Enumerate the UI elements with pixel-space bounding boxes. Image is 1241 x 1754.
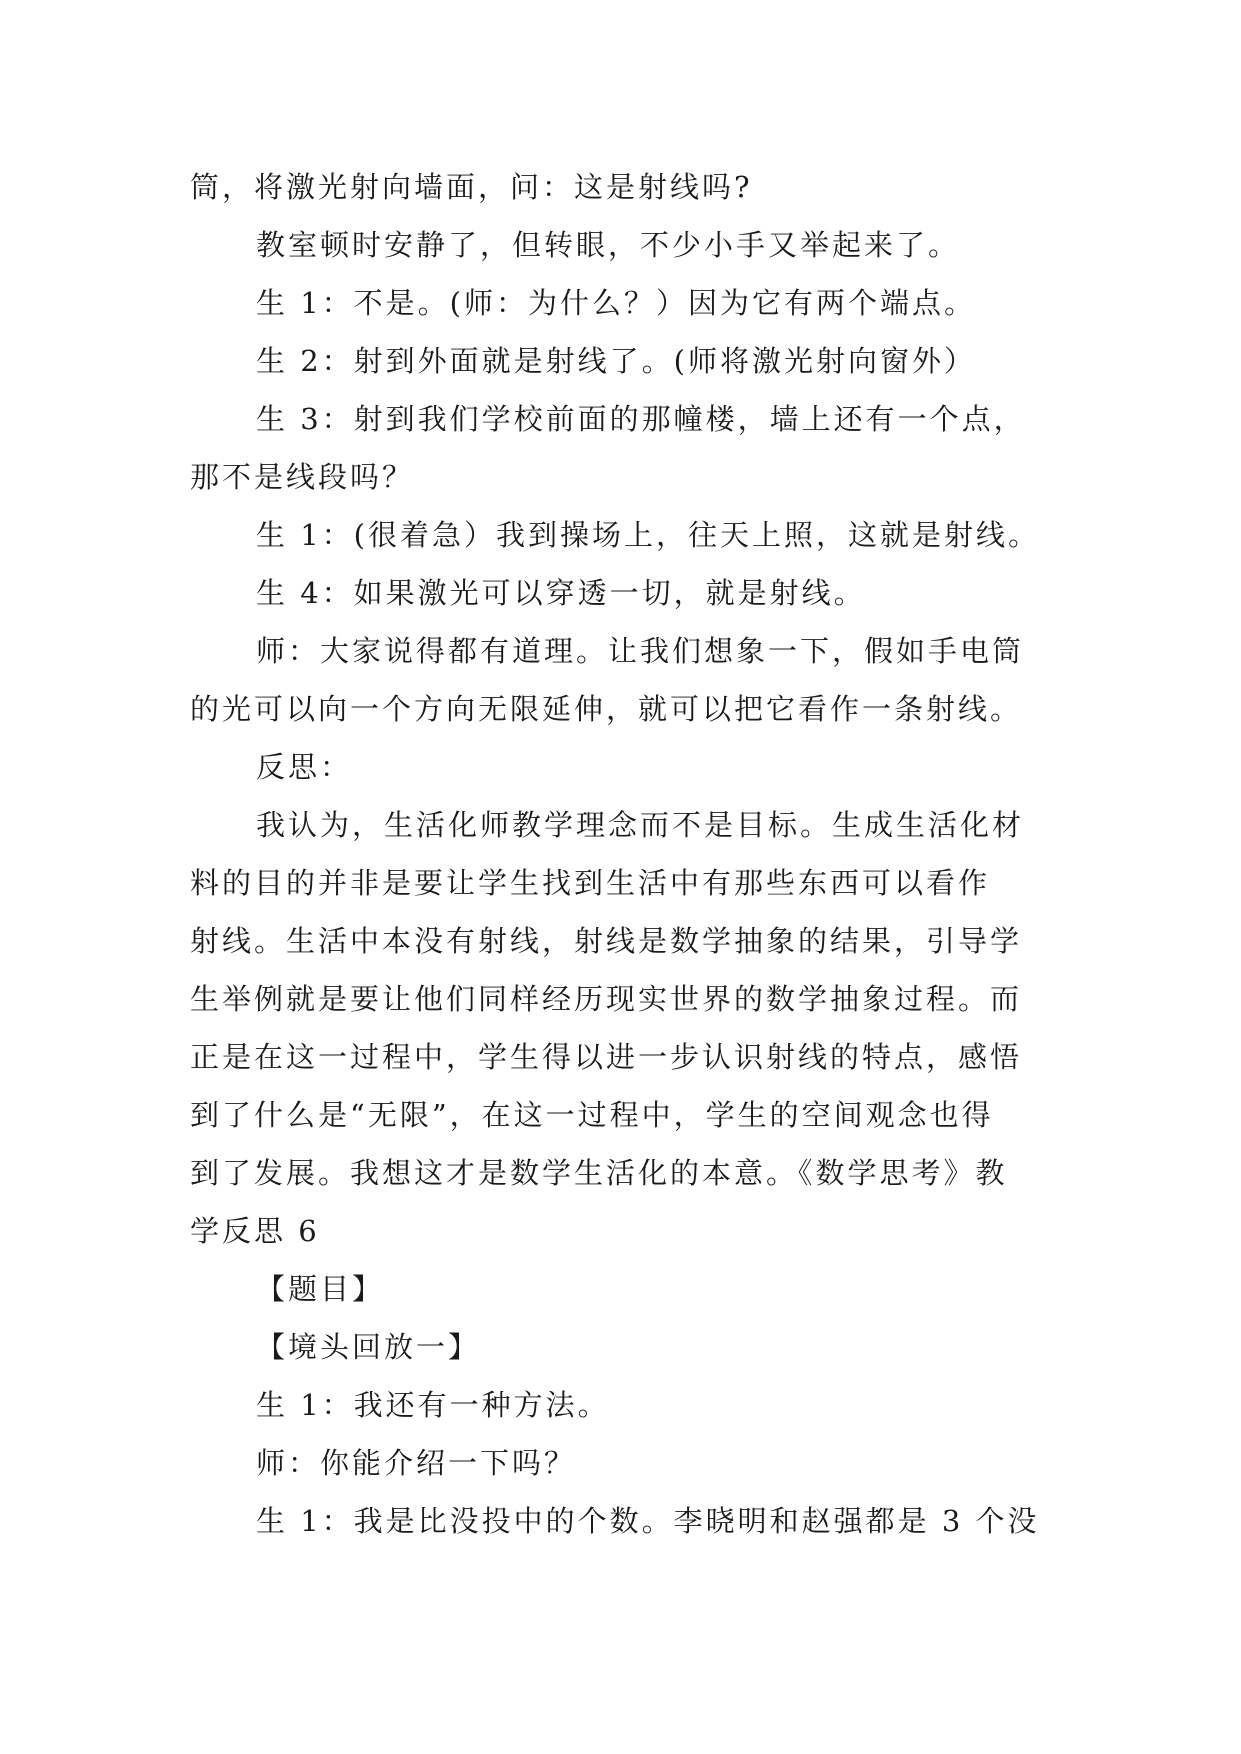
text-line: 生 3：射到我们学校前面的那幢楼，墙上还有一个点， — [256, 402, 1026, 436]
document-page — [190, 158, 1070, 1550]
text-line: 师：你能介绍一下吗？ — [256, 1446, 577, 1480]
text-line: 正是在这一过程中，学生得以进一步认识射线的特点，感悟 — [190, 1040, 1023, 1074]
text-line: 生 2：射到外面就是射线了。(师将激光射向窗外） — [256, 344, 976, 378]
text-line: 那不是线段吗？ — [190, 460, 415, 494]
text-line: 学反思 6 — [190, 1214, 320, 1248]
section-heading: 【境头回放一】 — [256, 1330, 481, 1364]
text-line: 师：大家说得都有道理。让我们想象一下，假如手电筒 — [256, 634, 1025, 668]
text-line: 生 4：如果激光可以穿透一切，就是射线。 — [256, 576, 866, 610]
text-line: 的光可以向一个方向无限延伸，就可以把它看作一条射线。 — [190, 692, 1023, 726]
text-line: 到了什么是“无限”，在这一过程中，学生的空间观念也得 — [190, 1098, 994, 1132]
text-line: 筒，将激光射向墙面，问：这是射线吗? — [190, 170, 753, 204]
text-line: 我认为，生活化师教学理念而不是目标。生成生活化材 — [256, 808, 1025, 842]
text-line: 教室顿时安静了，但转眼，不少小手又举起来了。 — [256, 228, 961, 262]
text-line: 生 1：不是。(师：为什么？）因为它有两个端点。 — [256, 286, 976, 320]
section-heading: 反思： — [256, 750, 353, 784]
text-line: 到了发展。我想这才是数学生活化的本意。《数学思考》教 — [190, 1156, 1008, 1190]
text-line: 射线。生活中本没有射线，射线是数学抽象的结果，引导学 — [190, 924, 1023, 958]
text-line: 生 1：我还有一种方法。 — [256, 1388, 610, 1422]
text-line: 生举例就是要让他们同样经历现实世界的数学抽象过程。而 — [190, 982, 1023, 1016]
text-line: 生 1：我是比没投中的个数。李晓明和赵强都是 3 个没 — [256, 1504, 1040, 1538]
text-line: 生 1：(很着急）我到操场上，往天上照，这就是射线。 — [256, 518, 1040, 552]
section-heading: 【题目】 — [256, 1272, 385, 1306]
text-line: 料的目的并非是要让学生找到生活中有那些东西可以看作 — [190, 866, 991, 900]
